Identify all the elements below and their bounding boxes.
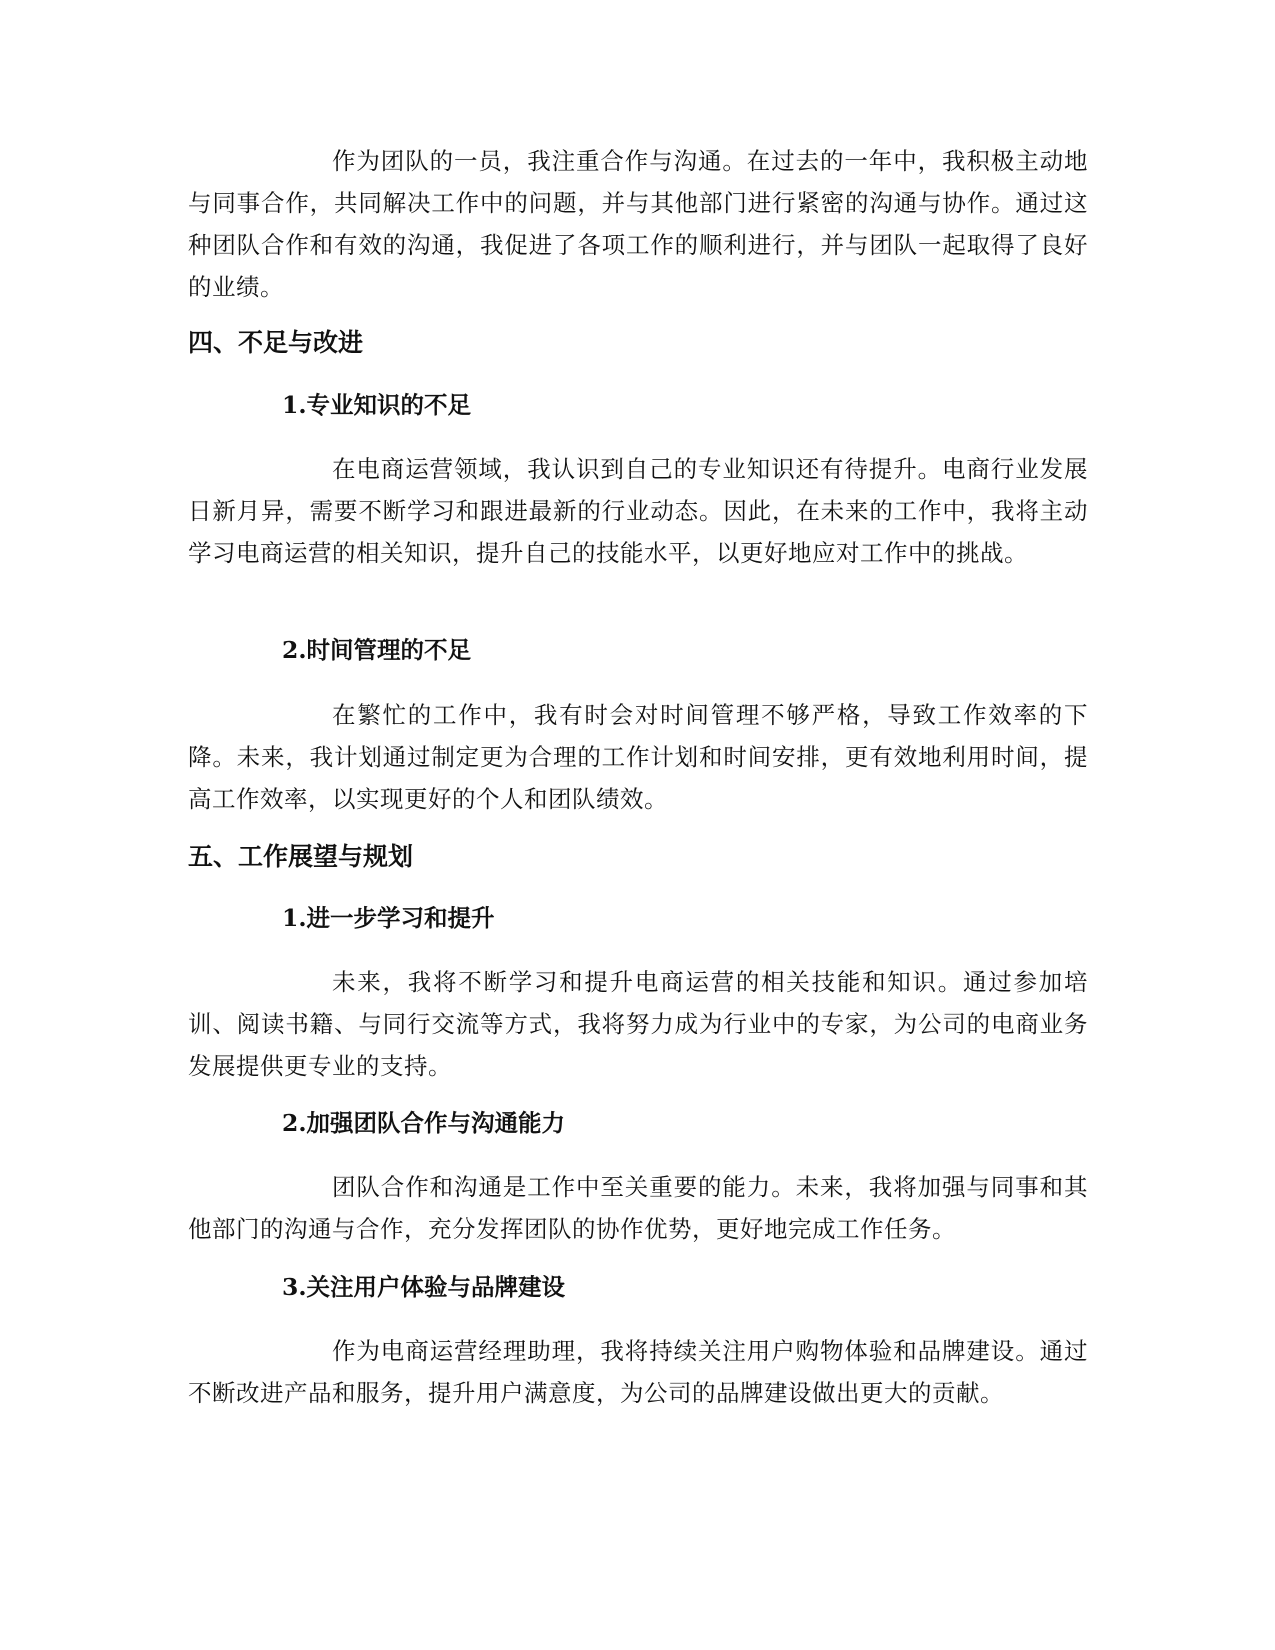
- paragraph-team-collaboration: 团队合作和沟通是工作中至关重要的能力。未来，我将加强与同事和其他部门的沟通与合作，充分发挥团队的协作优势，更好地完成工作任务。: [188, 1173, 1088, 1243]
- subheading-professional-knowledge: 1.专业知识的不足: [282, 391, 472, 419]
- subheading-user-experience: 3.关注用户体验与品牌建设: [282, 1273, 566, 1301]
- paragraph-time-management: 在繁忙的工作中，我有时会对时间管理不够严格，导致工作效率的下降。未来，我计划通过制定更为合理的工作计划和时间安排，更有效地利用时间，提高工作效率，以实现更好的个人和团队绩效。: [188, 701, 1088, 813]
- paragraph-further-learning: 未来，我将不断学习和提升电商运营的相关技能和知识。通过参加培训、阅读书籍、与同行交流等方式，我将努力成为行业中的专家，为公司的电商业务发展提供更专业的支持。: [188, 968, 1088, 1080]
- subheading-further-learning: 1.进一步学习和提升: [282, 904, 495, 932]
- paragraph-teamwork: 作为团队的一员，我注重合作与沟通。在过去的一年中，我积极主动地与同事合作，共同解决工作中的问题，并与其他部门进行紧密的沟通与协作。通过这种团队合作和有效的沟通，我促进了各项工作的顺利进行，并与团队一起取得了良好的业绩。: [188, 147, 1088, 301]
- section-heading-outlook: 五、工作展望与规划: [188, 842, 414, 871]
- subheading-team-collaboration: 2.加强团队合作与沟通能力: [282, 1109, 566, 1137]
- paragraph-user-experience: 作为电商运营经理助理，我将持续关注用户购物体验和品牌建设。通过不断改进产品和服务，提升用户满意度，为公司的品牌建设做出更大的贡献。: [188, 1337, 1088, 1407]
- subheading-time-management: 2.时间管理的不足: [282, 636, 472, 664]
- section-heading-shortcomings: 四、不足与改进: [188, 328, 364, 357]
- paragraph-professional-knowledge: 在电商运营领域，我认识到自己的专业知识还有待提升。电商行业发展日新月异，需要不断学习和跟进最新的行业动态。因此，在未来的工作中，我将主动学习电商运营的相关知识，提升自己的技能水平，以更好地应对工作中的挑战。: [188, 455, 1088, 567]
